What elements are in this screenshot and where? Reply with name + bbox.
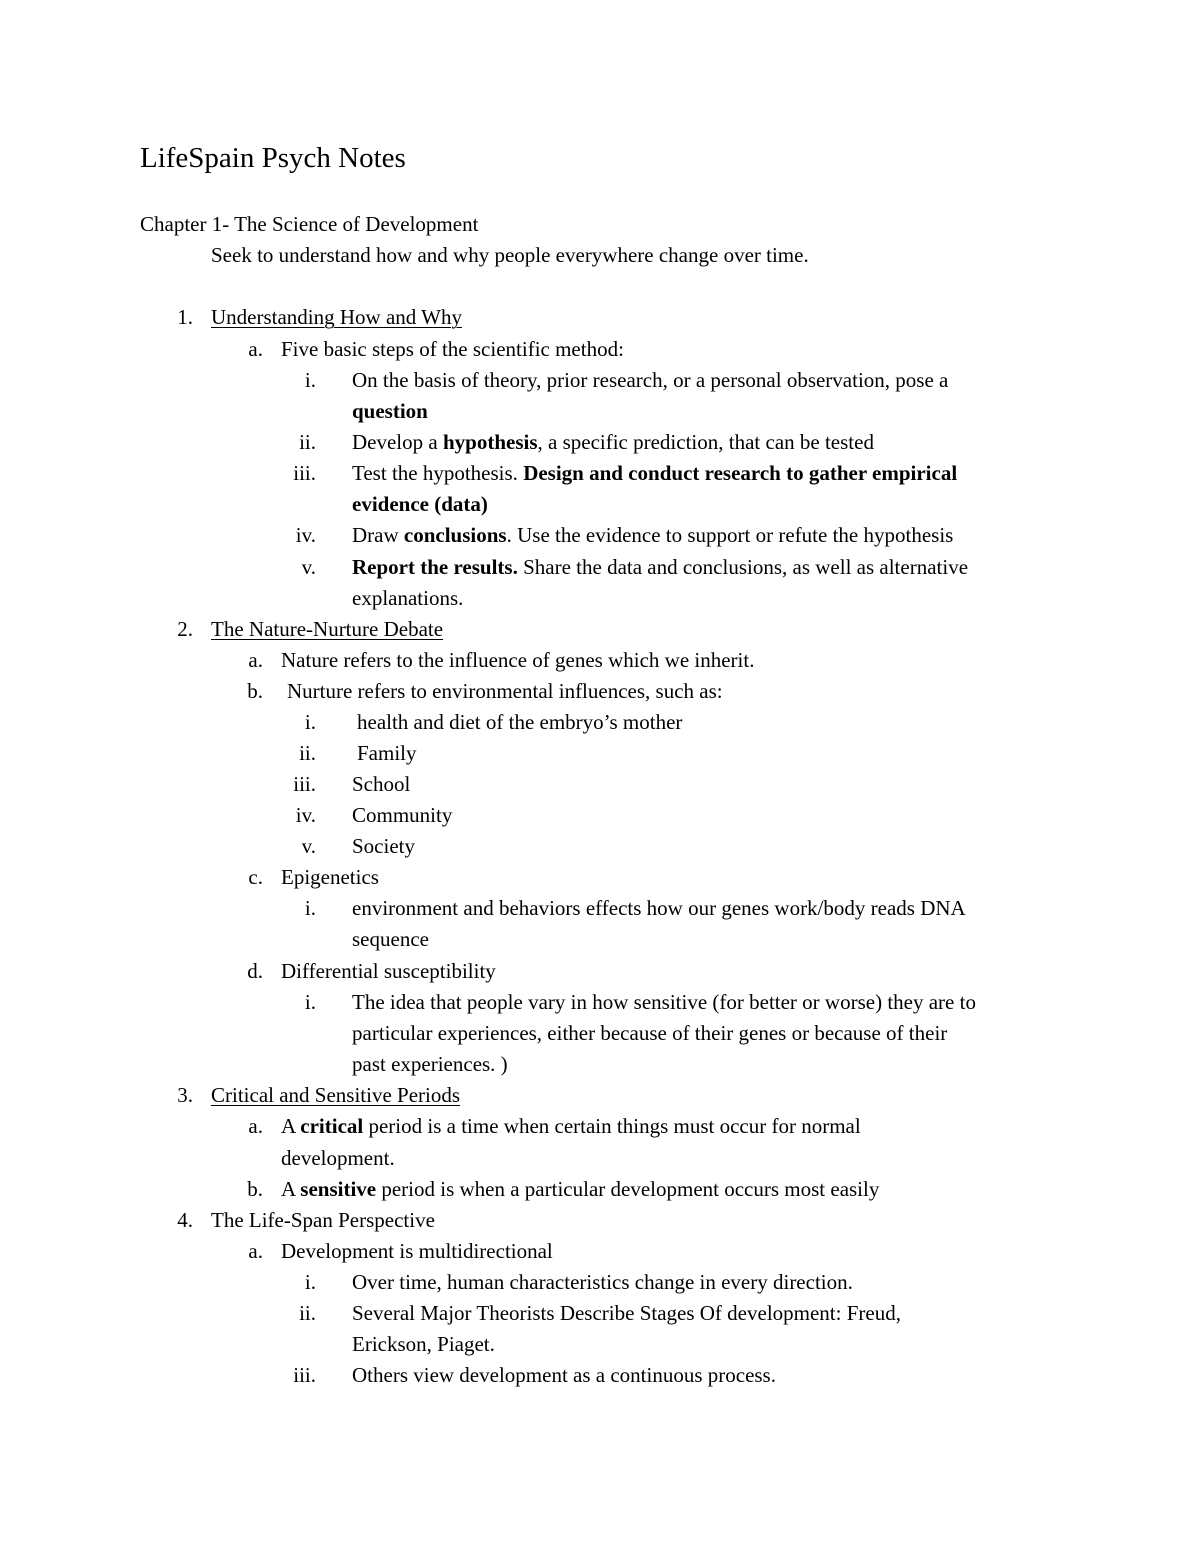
list-item: environment and behaviors effects how our genes work/body reads DNA — [352, 896, 966, 920]
list-item: Epigenetics — [281, 865, 379, 889]
list-item-bold: evidence (data) — [352, 492, 488, 516]
list-item: Draw conclusions. Use the evidence to support or refute the hypothesis — [352, 523, 954, 547]
list-item: School — [352, 772, 411, 796]
list-numeral: iii. — [293, 1363, 316, 1387]
list-numeral: i. — [304, 990, 316, 1014]
list-item: On the basis of theory, prior research, or a personal observation, pose a — [352, 368, 949, 392]
list-letter: a. — [248, 337, 263, 361]
list-numeral: iii. — [293, 772, 316, 796]
list-numeral: i. — [304, 896, 316, 920]
list-item: Nature refers to the influence of genes which we inherit. — [281, 648, 755, 672]
list-item: development. — [281, 1146, 395, 1170]
section-heading: Critical and Sensitive Periods — [211, 1083, 461, 1107]
list-item: sequence — [352, 927, 429, 951]
list-letter: c. — [248, 865, 263, 889]
section-heading: The Nature-Nurture Debate — [211, 617, 444, 641]
list-letter: b. — [247, 679, 263, 703]
list-numeral: iii. — [293, 461, 316, 485]
list-letter: a. — [248, 648, 263, 672]
list-numeral: iv. — [295, 803, 316, 827]
list-item: Erickson, Piaget. — [352, 1332, 495, 1356]
list-item: Several Major Theorists Describe Stages Of development: Freud, — [352, 1301, 901, 1325]
list-item: Development is multidirectional — [281, 1239, 553, 1263]
list-numeral: ii. — [299, 430, 316, 454]
section-heading: Understanding How and Why — [211, 305, 462, 329]
list-item: Differential susceptibility — [281, 959, 496, 983]
list-item: Nurture refers to environmental influences, such as: — [287, 679, 723, 703]
list-item: Over time, human characteristics change in every direction. — [352, 1270, 853, 1294]
list-item: Five basic steps of the scientific method: — [281, 337, 624, 361]
list-item: Develop a hypothesis, a specific prediction, that can be tested — [352, 430, 874, 454]
list-item: past experiences. ) — [352, 1052, 508, 1076]
list-numeral: iv. — [295, 523, 316, 547]
list-letter: a. — [248, 1239, 263, 1263]
list-item: Community — [352, 803, 453, 827]
list-item: The idea that people vary in how sensitive (for better or worse) they are to — [352, 990, 976, 1014]
list-numeral: ii. — [299, 741, 316, 765]
list-numeral: i. — [304, 368, 316, 392]
list-item: Others view development as a continuous process. — [352, 1363, 776, 1387]
chapter-heading: Chapter 1- The Science of Development — [140, 212, 479, 236]
list-number: 3. — [177, 1083, 193, 1107]
list-item: A critical period is a time when certain things must occur for normal — [281, 1114, 861, 1138]
list-item: Test the hypothesis. Design and conduct research to gather empirical — [352, 461, 958, 485]
list-item: Society — [352, 834, 415, 858]
list-number: 4. — [177, 1208, 193, 1232]
list-numeral: i. — [304, 710, 316, 734]
list-item: A sensitive period is when a particular development occurs most easily — [281, 1177, 880, 1201]
list-item: Report the results. Share the data and conclusions, as well as alternative — [352, 555, 969, 579]
document-title: LifeSpain Psych Notes — [140, 142, 406, 174]
list-letter: d. — [247, 959, 263, 983]
list-numeral: i. — [304, 1270, 316, 1294]
list-item: particular experiences, either because of their genes or because of their — [352, 1021, 948, 1045]
chapter-intro: Seek to understand how and why people everywhere change over time. — [211, 243, 809, 267]
list-numeral: v. — [301, 555, 316, 579]
list-numeral: ii. — [299, 1301, 316, 1325]
list-letter: b. — [247, 1177, 263, 1201]
section-heading: The Life-Span Perspective — [211, 1208, 435, 1232]
list-numeral: v. — [301, 834, 316, 858]
list-item: health and diet of the embryo’s mother — [357, 710, 683, 734]
list-item: explanations. — [352, 586, 464, 610]
list-letter: a. — [248, 1114, 263, 1138]
list-item-bold: question — [352, 399, 428, 423]
list-item: Family — [357, 741, 417, 765]
list-number: 1. — [177, 305, 193, 329]
list-number: 2. — [177, 617, 193, 641]
